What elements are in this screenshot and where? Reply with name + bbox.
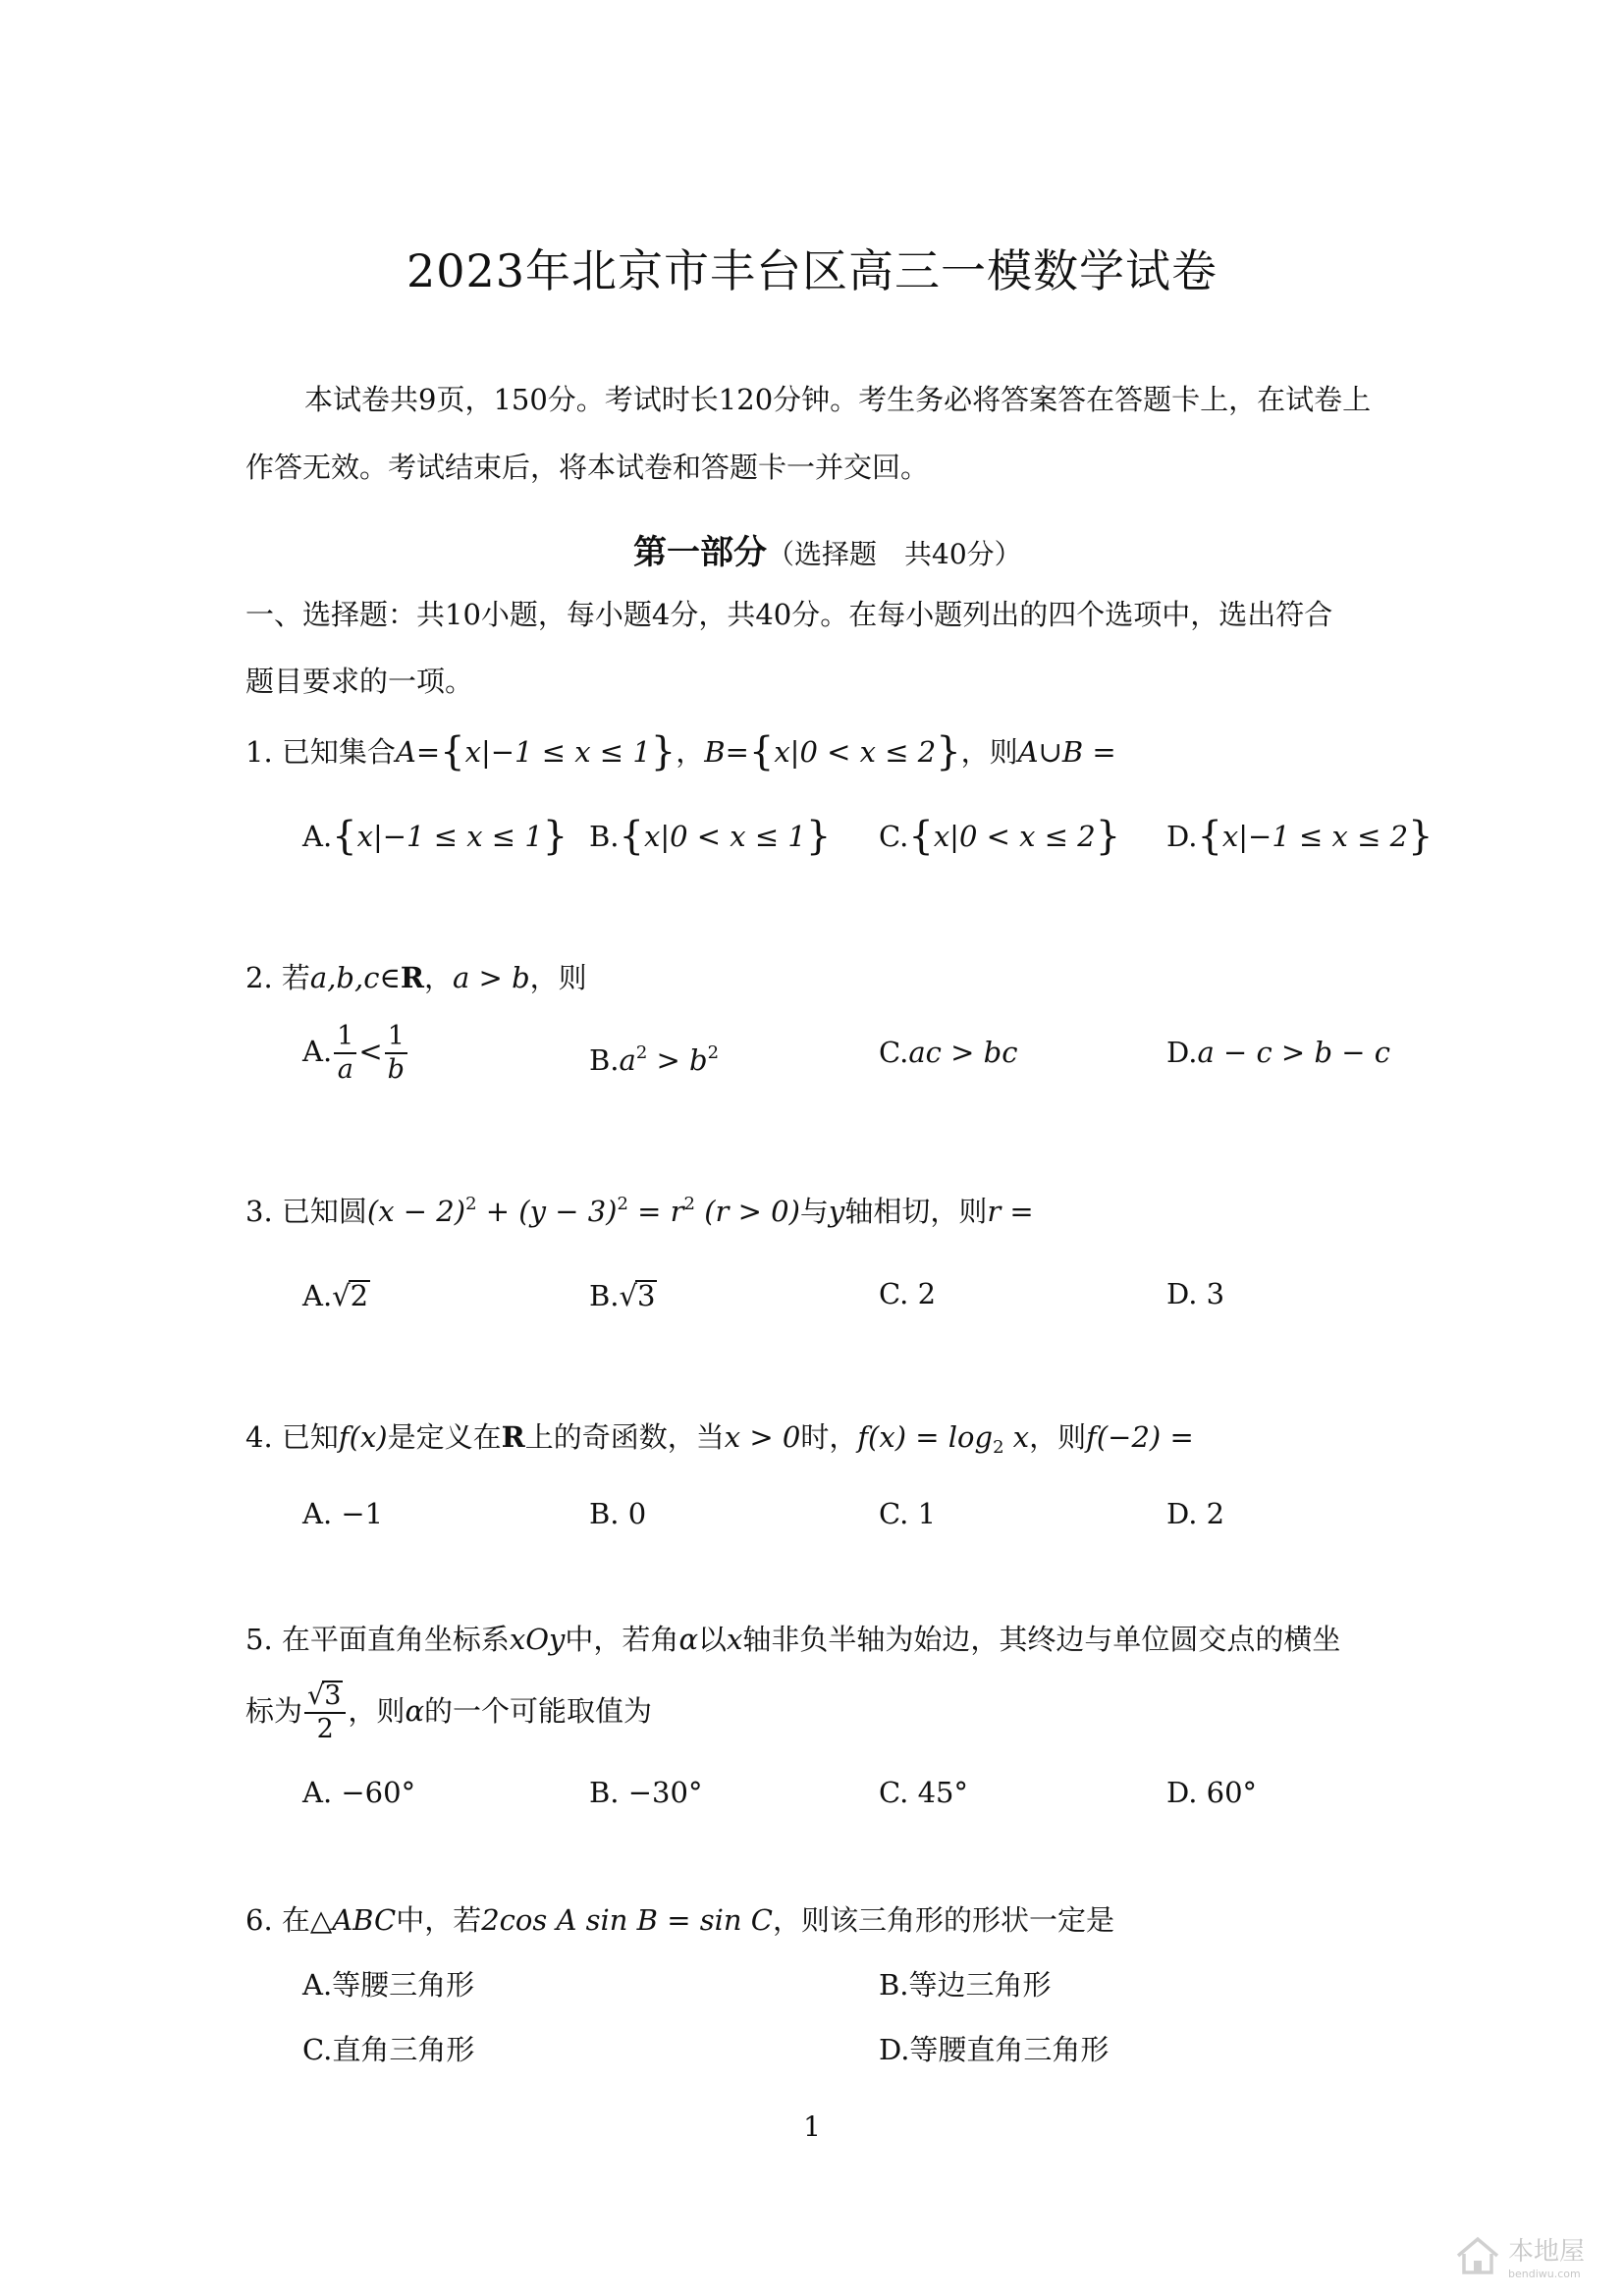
var-b: b	[689, 1043, 708, 1077]
greater-than: >	[647, 1043, 690, 1077]
q6-triangle: ABC	[332, 1903, 397, 1937]
section-instructions-line-2: 题目要求的一项。	[245, 665, 474, 698]
q4-definition: f(x) = log	[857, 1420, 994, 1454]
denominator: b	[387, 1054, 405, 1085]
q2-vars: a,b,c	[309, 961, 380, 994]
option-value: x|0 < x ≤ 2	[933, 820, 1096, 853]
q1-option-c[interactable]	[879, 814, 1121, 859]
q3-text-3: 轴相切，则	[844, 1195, 988, 1228]
option-label: D.	[1166, 820, 1198, 853]
q4-text-1: 已知	[281, 1420, 339, 1454]
option-value: x|−1 ≤ x ≤ 1	[356, 820, 543, 853]
fraction	[334, 1021, 356, 1086]
q1-set-b: B	[704, 735, 726, 769]
q2-option-c[interactable]	[879, 1036, 1018, 1069]
denominator: 2	[316, 1714, 334, 1744]
left-brace-icon: {	[440, 729, 465, 774]
q4-option-c[interactable]: C. 1	[879, 1497, 937, 1530]
watermark-url: bendiwu.com	[1507, 2268, 1581, 2280]
q1-number: 1.	[245, 735, 273, 769]
q4-option-b[interactable]: B. 0	[589, 1497, 647, 1530]
numerator: 1	[334, 1021, 356, 1054]
q3-text-1: 已知圆	[281, 1195, 367, 1228]
q1-text-1: 已知集合	[281, 735, 396, 769]
question-5-line-1	[245, 1623, 1341, 1656]
radicand: 2	[350, 1279, 369, 1312]
q3-term-1: (x − 2)	[366, 1195, 466, 1228]
q2-in: ∈	[379, 961, 401, 994]
q6-text-2: 中，若	[396, 1903, 482, 1937]
option-label: D.	[1166, 1036, 1198, 1069]
log-base: 2	[993, 1437, 1004, 1458]
part1-subtitle: （选择题 共40分）	[767, 538, 1022, 570]
numerator	[304, 1681, 346, 1714]
q3-rhs: = r	[627, 1195, 684, 1228]
q1-cond-a: x|−1 ≤ x ≤ 1	[464, 735, 651, 769]
q1-eq-a: =	[415, 735, 441, 769]
q2-text-2: ，	[424, 961, 454, 994]
q3-option-a[interactable]	[302, 1280, 370, 1310]
fraction	[304, 1681, 346, 1745]
q4-text-4: 时，	[800, 1420, 858, 1454]
denominator: a	[337, 1054, 353, 1085]
q3-option-d[interactable]: D. 3	[1166, 1277, 1225, 1310]
instructions-line-1: 本试卷共9页，150分。考试时长120分钟。考生务必将答案答在答题卡上，在试卷上	[304, 383, 1372, 416]
option-label: B.	[589, 1279, 620, 1312]
q4-function: f(x)	[338, 1420, 388, 1454]
radicand: 3	[324, 1681, 342, 1711]
q3-text-2: 与	[799, 1195, 829, 1228]
sqrt-icon: √	[307, 1681, 325, 1711]
q6-option-b[interactable]: B.等边三角形	[879, 1968, 1052, 2002]
exponent: 2	[465, 1194, 477, 1214]
exponent: 2	[617, 1194, 628, 1214]
right-brace-icon: }	[650, 729, 677, 774]
q1-option-d[interactable]	[1166, 814, 1434, 859]
plus: +	[476, 1195, 519, 1228]
watermark	[1455, 2231, 1585, 2280]
question-3	[245, 1190, 1034, 1226]
q3-condition: (r > 0)	[695, 1195, 800, 1228]
q6-number: 6.	[245, 1903, 273, 1937]
q3-option-b[interactable]	[589, 1280, 657, 1310]
option-label: B.	[589, 820, 620, 853]
q2-text-1: 若	[281, 961, 310, 994]
option-label: A.	[302, 1035, 333, 1068]
q5-text-2: 中，若角	[565, 1623, 679, 1656]
q4-text-5: ，则	[1029, 1420, 1087, 1454]
q1-comma: ，	[676, 735, 705, 769]
q1-cond-b: x|0 < x ≤ 2	[774, 735, 937, 769]
left-brace-icon: {	[619, 814, 644, 859]
q1-eq-b: =	[725, 735, 749, 769]
watermark-text: 本地屋	[1507, 2237, 1585, 2267]
left-brace-icon: {	[908, 814, 934, 859]
option-label: B.	[589, 1043, 620, 1077]
house-icon	[1455, 2236, 1500, 2275]
q5-text-5: 标为	[245, 1694, 303, 1728]
q2-option-d[interactable]	[1166, 1036, 1390, 1069]
q6-equation: 2cos A sin B = sin C	[481, 1903, 773, 1937]
exam-title: 2023年北京市丰台区高三一模数学试卷	[406, 244, 1218, 297]
q1-union: A∪B =	[1017, 735, 1116, 769]
q3-ask: r =	[987, 1195, 1034, 1228]
var-a: a	[619, 1043, 636, 1077]
q6-text-3: ，则该三角形的形状一定是	[772, 1903, 1114, 1937]
q1-set-a: A	[395, 735, 416, 769]
option-value: x|−1 ≤ x ≤ 2	[1221, 820, 1409, 853]
numerator: 1	[385, 1021, 407, 1054]
q5-option-d[interactable]: D. 60°	[1166, 1776, 1258, 1809]
q3-option-c[interactable]: C. 2	[879, 1277, 937, 1310]
q5-alpha: α	[405, 1694, 425, 1728]
q5-option-c[interactable]: C. 45°	[879, 1776, 968, 1809]
q1-text-2: ，则	[960, 735, 1018, 769]
q1-option-b[interactable]	[589, 814, 832, 859]
exponent: 2	[683, 1194, 695, 1214]
q2-option-b[interactable]	[589, 1039, 719, 1075]
exponent: 2	[635, 1042, 648, 1063]
q4-text-2: 是定义在	[387, 1420, 502, 1454]
left-brace-icon: {	[1197, 814, 1222, 859]
q5-text-3: 以	[698, 1623, 728, 1656]
option-value: a − c > b − c	[1197, 1036, 1390, 1069]
option-label: C.	[879, 1036, 909, 1069]
q5-option-b[interactable]: B. −30°	[589, 1776, 703, 1809]
q5-text-7: 的一个可能取值为	[424, 1694, 653, 1728]
part1-title: 第一部分	[633, 533, 767, 572]
left-brace-icon: {	[332, 814, 357, 859]
q2-number: 2.	[245, 961, 273, 994]
question-4	[245, 1420, 1194, 1462]
q4-ask: f(−2) =	[1086, 1420, 1194, 1454]
question-6	[245, 1903, 1114, 1937]
right-brace-icon: }	[542, 814, 568, 859]
less-than: <	[358, 1035, 383, 1068]
option-label: C.	[879, 820, 909, 853]
option-label: A.	[302, 820, 333, 853]
right-brace-icon: }	[1408, 814, 1434, 859]
instructions-line-2: 作答无效。考试结束后，将本试卷和答题卡一并交回。	[245, 451, 930, 484]
sqrt-icon: √	[332, 1279, 351, 1312]
q5-text-6: ，则	[348, 1694, 406, 1728]
page-number: 1	[803, 2110, 821, 2143]
fraction	[385, 1021, 407, 1086]
q4-text-3: 上的奇函数，当	[524, 1420, 725, 1454]
q5-option-a[interactable]: A. −60°	[302, 1776, 416, 1809]
q5-text-1: 在平面直角坐标系	[281, 1623, 510, 1656]
q4-real-set: R	[501, 1420, 525, 1454]
q6-option-a[interactable]: A.等腰三角形	[302, 1968, 475, 2002]
right-brace-icon: }	[1095, 814, 1121, 859]
q5-text-4: 轴非负半轴为始边，其终边与单位圆交点的横坐	[742, 1623, 1341, 1656]
q4-option-a[interactable]: A. −1	[302, 1497, 384, 1530]
q5-coord-system: xOy	[509, 1623, 566, 1656]
q2-condition: a > b	[453, 961, 530, 994]
q2-text-3: ，则	[529, 961, 587, 994]
q5-number: 5.	[245, 1623, 273, 1656]
q4-option-d[interactable]: D. 2	[1166, 1497, 1225, 1530]
radicand: 3	[637, 1279, 656, 1312]
option-value: x|0 < x ≤ 1	[643, 820, 806, 853]
option-label: A.	[302, 1279, 333, 1312]
part1-heading	[633, 525, 1022, 573]
question-2	[245, 961, 587, 994]
q3-number: 3.	[245, 1195, 273, 1228]
q3-y-axis: y	[828, 1195, 845, 1228]
q6-text-1: 在△	[281, 1903, 333, 1937]
q4-definition-var: x	[1003, 1420, 1030, 1454]
q4-condition: x > 0	[724, 1420, 801, 1454]
q2-real-set: R	[400, 961, 425, 994]
question-1	[245, 729, 1116, 774]
option-value: ac > bc	[908, 1036, 1018, 1069]
q2-option-a[interactable]	[302, 1021, 409, 1086]
q4-number: 4.	[245, 1420, 273, 1454]
section-instructions-line-1: 一、选择题：共10小题，每小题4分，共40分。在每小题列出的四个选项中，选出符合	[245, 598, 1333, 631]
exponent: 2	[707, 1042, 720, 1063]
q3-term-2: (y − 3)	[518, 1195, 618, 1228]
question-5-line-2	[245, 1681, 652, 1745]
q1-option-a[interactable]	[302, 814, 568, 859]
q5-x-axis: x	[727, 1623, 743, 1656]
left-brace-icon: {	[748, 729, 775, 774]
q6-option-d[interactable]: D.等腰直角三角形	[879, 2033, 1110, 2066]
sqrt-icon: √	[619, 1279, 638, 1312]
right-brace-icon: }	[805, 814, 832, 859]
q5-alpha: α	[678, 1623, 699, 1656]
q6-option-c[interactable]: C.直角三角形	[302, 2033, 475, 2066]
right-brace-icon: }	[936, 729, 961, 774]
